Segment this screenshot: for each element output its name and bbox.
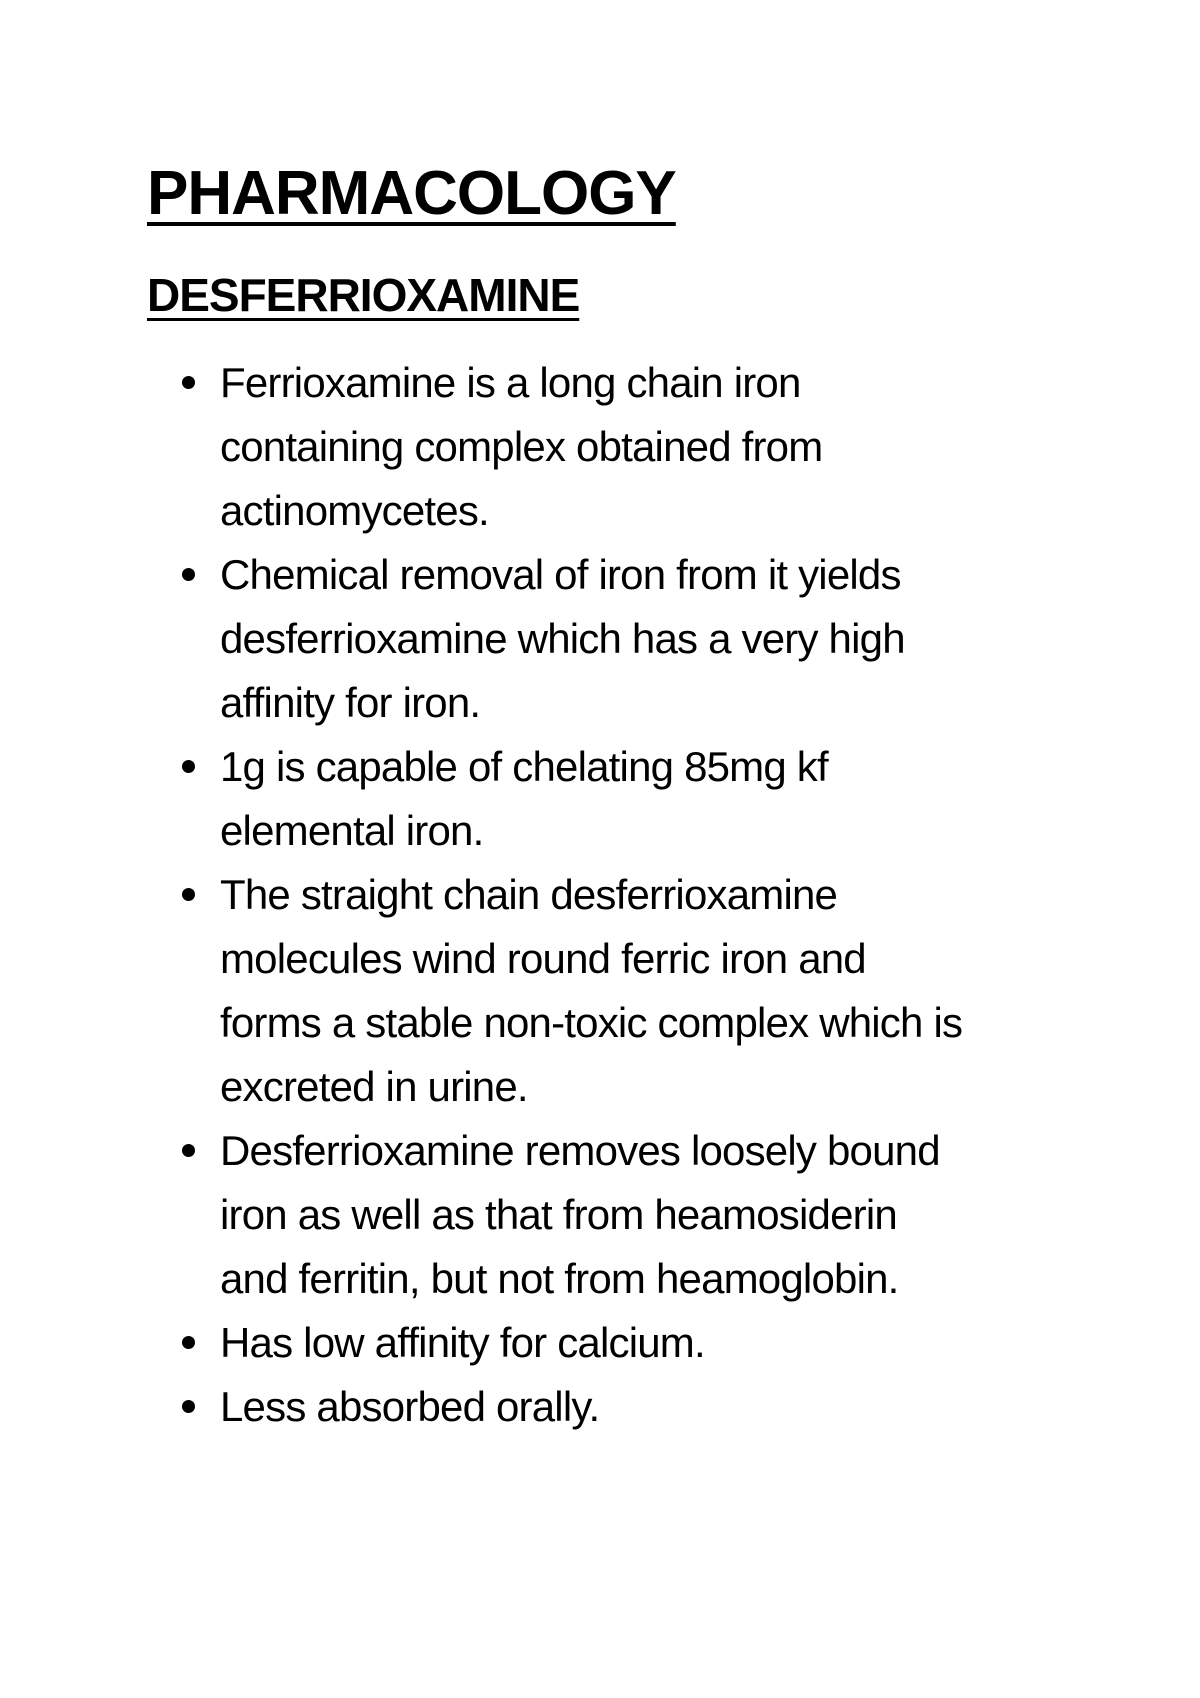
bullet-item (180, 735, 1080, 863)
bullet-icon (182, 760, 195, 773)
bullet-icon (182, 1400, 195, 1413)
bullet-item (180, 1311, 1080, 1375)
bullet-icon (182, 888, 195, 901)
bullet-icon (182, 568, 195, 581)
bullet-text-line: forms a stable non-toxic complex which is (220, 999, 963, 1046)
bullet-icon (182, 1336, 195, 1349)
bullet-item (180, 863, 1080, 1119)
bullet-list (180, 351, 1080, 1439)
bullet-item (180, 543, 1080, 735)
bullet-text-line: Has low affinity for calcium. (220, 1319, 705, 1366)
section-heading: DESFERRIOXAMINE (147, 269, 580, 321)
bullet-text-line: Desferrioxamine removes loosely bound (220, 1127, 940, 1174)
bullet-text-line: The straight chain desferrioxamine (220, 871, 838, 918)
bullet-text-line: affinity for iron. (220, 679, 481, 726)
bullet-item (180, 1119, 1080, 1311)
bullet-text-line: Chemical removal of iron from it yields (220, 551, 901, 598)
bullet-text-line: iron as well as that from heamosiderin (220, 1191, 897, 1238)
bullet-icon (182, 1144, 195, 1157)
bullet-text-line: Ferrioxamine is a long chain iron (220, 359, 801, 406)
bullet-text-line: desferrioxamine which has a very high (220, 615, 905, 662)
bullet-item (180, 1375, 1080, 1439)
bullet-text-line: elemental iron. (220, 807, 484, 854)
bullet-text-line: containing complex obtained from (220, 423, 823, 470)
bullet-item (180, 351, 1080, 543)
bullet-text-line: 1g is capable of chelating 85mg kf (220, 743, 828, 790)
bullet-text-line: molecules wind round ferric iron and (220, 935, 866, 982)
bullet-icon (182, 376, 195, 389)
bullet-text-line: excreted in urine. (220, 1063, 528, 1110)
bullet-text-line: actinomycetes. (220, 487, 489, 534)
page-title: PHARMACOLOGY (147, 159, 676, 228)
bullet-text-line: Less absorbed orally. (220, 1383, 600, 1430)
bullet-text-line: and ferritin, but not from heamoglobin. (220, 1255, 899, 1302)
